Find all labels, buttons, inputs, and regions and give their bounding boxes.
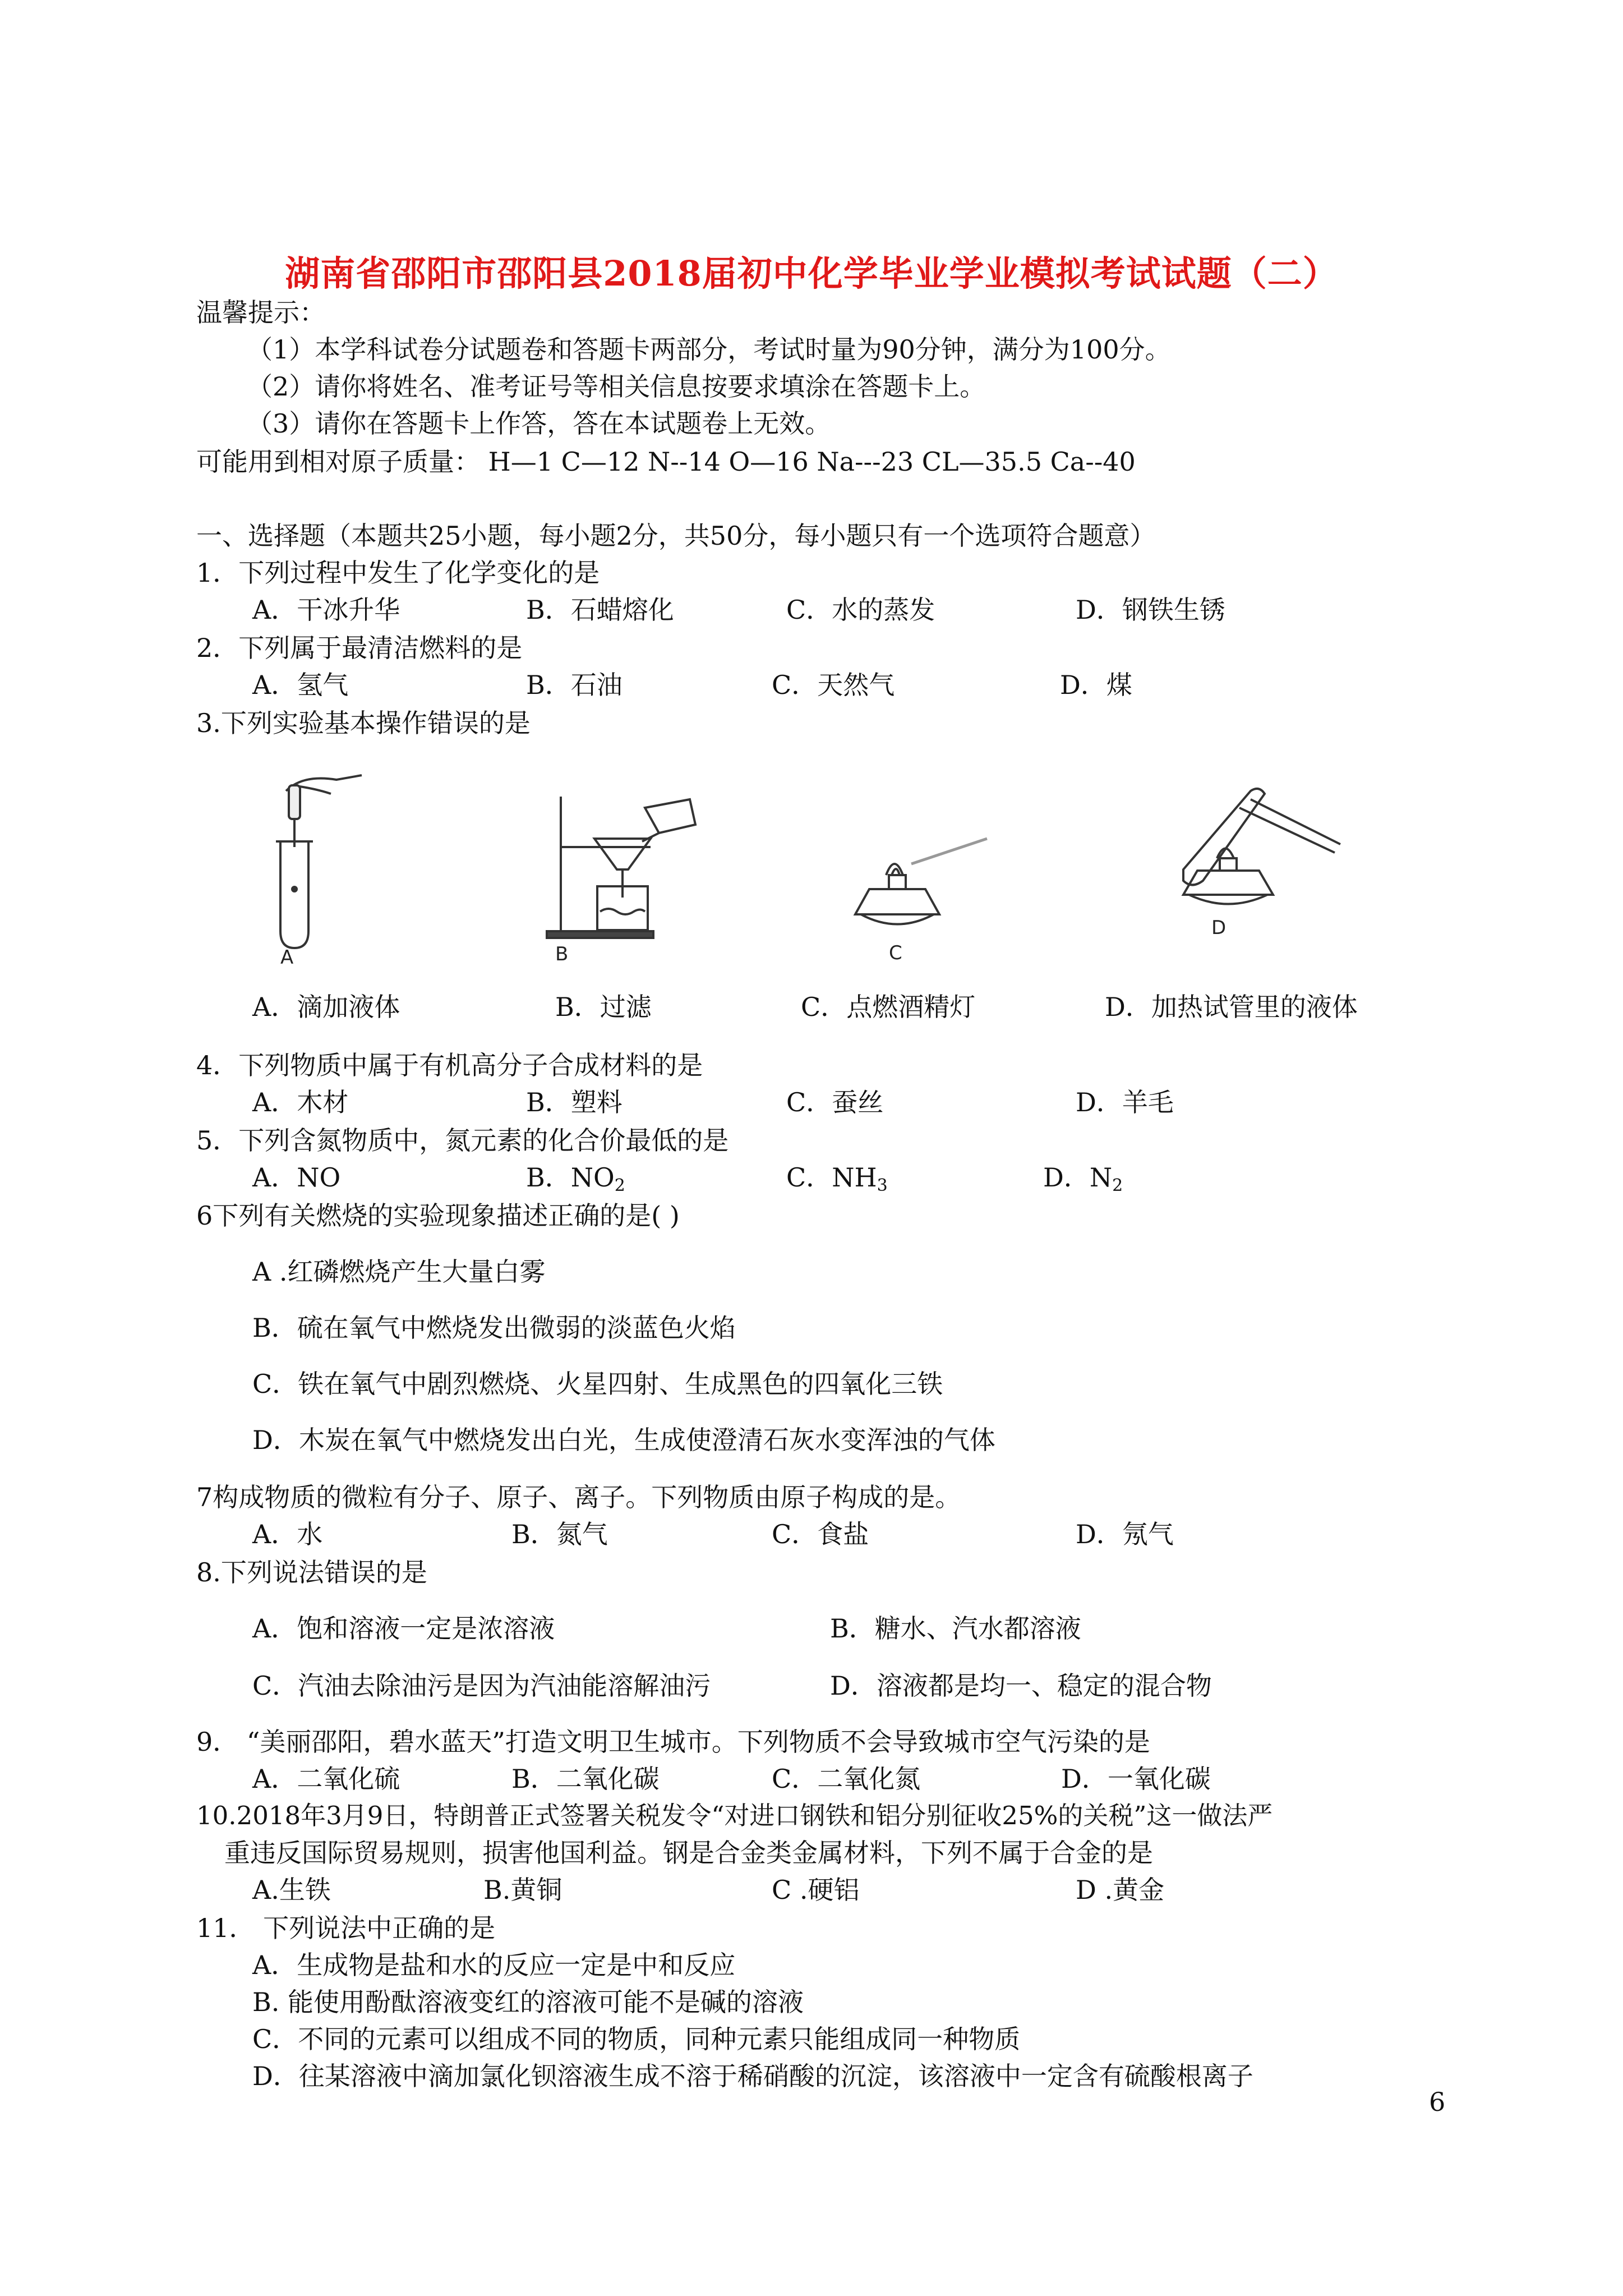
question-8-stem: 8.下列说法错误的是 xyxy=(196,1557,427,1588)
question-6-stem: 6下列有关燃烧的实验现象描述正确的是( ) xyxy=(196,1200,680,1231)
q11-option-c: C．不同的元素可以组成不同的物质，同种元素只能组成同一种物质 xyxy=(252,2024,1021,2054)
q1-option-d: D．钢铁生锈 xyxy=(1076,595,1225,625)
q5-option-b-text: B．NO xyxy=(526,1162,615,1193)
q4-option-b: B．塑料 xyxy=(526,1087,623,1117)
q1-option-a: A．干冰升华 xyxy=(252,595,400,625)
tips-heading: 温馨提示： xyxy=(196,297,325,328)
figure-d-heating-test-tube xyxy=(1166,774,1357,954)
figure-a-dropping-liquid xyxy=(264,769,370,969)
q3-option-c: C．点燃酒精灯 xyxy=(801,992,976,1022)
q11-option-a: A．生成物是盐和水的反应一定是中和反应 xyxy=(252,1950,736,1980)
q2-option-b: B．石油 xyxy=(526,670,623,700)
figure-c-lighting-lamp xyxy=(836,830,1004,965)
q7-option-a: A．水 xyxy=(252,1519,323,1549)
q11-option-d: D．往某溶液中滴加氯化钡溶液生成不溶于稀硝酸的沉淀，该溶液中一定含有硫酸根离子 xyxy=(252,2061,1253,2091)
q10-option-b: B.黄铜 xyxy=(483,1875,562,1905)
question-7-stem: 7构成物质的微粒有分子、原子、离子。下列物质由原子构成的是。 xyxy=(196,1482,961,1512)
q10-option-a: A.生铁 xyxy=(252,1875,331,1905)
q5-option-d xyxy=(1043,1162,1123,1195)
q5-option-b xyxy=(526,1162,625,1195)
figure-d-label: D xyxy=(1211,917,1227,939)
q9-option-d: D．一氧化碳 xyxy=(1061,1764,1211,1794)
tip-3: （3）请你在答题卡上作答，答在本试题卷上无效。 xyxy=(247,408,831,439)
q5-option-d-text: D．N xyxy=(1043,1162,1113,1193)
question-3-stem: 3.下列实验基本操作错误的是 xyxy=(196,708,531,738)
q7-option-c: C．食盐 xyxy=(772,1519,869,1549)
question-5-stem: 5．下列含氮物质中，氮元素的化合价最低的是 xyxy=(196,1125,729,1156)
figure-c-label: C xyxy=(889,942,902,964)
question-9-stem: 9． “美丽邵阳，碧水蓝天”打造文明卫生城市。下列物质不会导致城市空气污染的是 xyxy=(196,1727,1150,1757)
q7-option-d: D．氖气 xyxy=(1076,1519,1174,1549)
q8-option-d: D．溶液都是均一、稳定的混合物 xyxy=(830,1671,1212,1701)
q9-option-a: A．二氧化硫 xyxy=(252,1764,400,1794)
q6-option-c: C．铁在氧气中剧烈燃烧、火星四射、生成黑色的四氧化三铁 xyxy=(252,1369,943,1399)
page-title: 湖南省邵阳市邵阳县2018届初中化学毕业学业模拟考试试题（二） xyxy=(285,253,1338,294)
question-11-stem: 11． 下列说法中正确的是 xyxy=(196,1913,496,1943)
page-number: 6 xyxy=(1429,2087,1446,2117)
q10-option-c: C .硬铝 xyxy=(772,1875,860,1905)
atomic-masses: 可能用到相对原子质量： H—1 C—12 N--14 O—16 Na---23 CL—35.5 Ca--40 xyxy=(196,447,1136,477)
q5-option-b-subscript: 2 xyxy=(614,1176,625,1195)
figure-b-label: B xyxy=(555,943,569,965)
q11-option-b: B. 能使用酚酞溶液变红的溶液可能不是碱的溶液 xyxy=(252,1987,804,2017)
q3-option-d: D．加热试管里的液体 xyxy=(1105,992,1358,1022)
q2-option-a: A．氢气 xyxy=(252,670,349,700)
q6-option-b: B．硫在氧气中燃烧发出微弱的淡蓝色火焰 xyxy=(252,1313,736,1343)
question-2-stem: 2．下列属于最清洁燃料的是 xyxy=(196,633,523,663)
section-heading: 一、选择题（本题共25小题，每小题2分，共50分，每小题只有一个选项符合题意） xyxy=(196,521,1156,551)
q6-option-d: D．木炭在氧气中燃烧发出白光，生成使澄清石灰水变浑浊的气体 xyxy=(252,1425,995,1455)
question-10-stem-line1: 10.2018年3月9日，特朗普正式签署关税发令“对进口钢铁和铝分别征收25%的关税”这一做法严 xyxy=(196,1801,1273,1830)
question-10-stem-line2: 重违反国际贸易规则，损害他国利益。钢是合金类金属材料，下列不属于合金的是 xyxy=(224,1838,1153,1868)
q8-option-a: A．饱和溶液一定是浓溶液 xyxy=(252,1613,555,1644)
q2-option-c: C．天然气 xyxy=(772,670,895,700)
tip-2: （2）请你将姓名、准考证号等相关信息按要求填涂在答题卡上。 xyxy=(247,371,986,402)
q7-option-b: B．氮气 xyxy=(511,1519,608,1549)
q8-option-b: B．糖水、汽水都溶液 xyxy=(830,1613,1081,1644)
q4-option-a: A．木材 xyxy=(252,1087,349,1117)
q5-option-c-subscript: 3 xyxy=(877,1176,888,1195)
q9-option-c: C．二氧化氮 xyxy=(772,1764,921,1794)
q4-option-c: C．蚕丝 xyxy=(786,1087,884,1117)
q10-option-d: D .黄金 xyxy=(1076,1875,1165,1905)
question-4-stem: 4．下列物质中属于有机高分子合成材料的是 xyxy=(196,1050,703,1080)
q2-option-d: D．煤 xyxy=(1060,670,1132,700)
q4-option-d: D．羊毛 xyxy=(1076,1087,1174,1117)
question-1-stem: 1．下列过程中发生了化学变化的是 xyxy=(196,558,600,588)
q3-option-a: A．滴加液体 xyxy=(252,992,400,1022)
q1-option-b: B．石蜡熔化 xyxy=(526,595,674,625)
figure-b-filtration xyxy=(538,785,707,965)
q9-option-b: B．二氧化碳 xyxy=(511,1764,660,1794)
q5-option-c xyxy=(786,1162,888,1195)
q1-option-c: C．水的蒸发 xyxy=(786,595,935,625)
q5-option-a: A．NO xyxy=(252,1162,341,1193)
q5-option-c-text: C．NH xyxy=(786,1162,877,1193)
q5-option-d-subscript: 2 xyxy=(1112,1176,1123,1195)
q8-option-c: C．汽油去除油污是因为汽油能溶解油污 xyxy=(252,1671,711,1701)
tip-1: （1）本学科试卷分试题卷和答题卡两部分，考试时量为90分钟，满分为100分。 xyxy=(247,334,1171,365)
q3-option-b: B．过滤 xyxy=(555,992,652,1022)
figure-a-label: A xyxy=(280,946,294,969)
q6-option-a: A .红磷燃烧产生大量白雾 xyxy=(252,1257,546,1287)
